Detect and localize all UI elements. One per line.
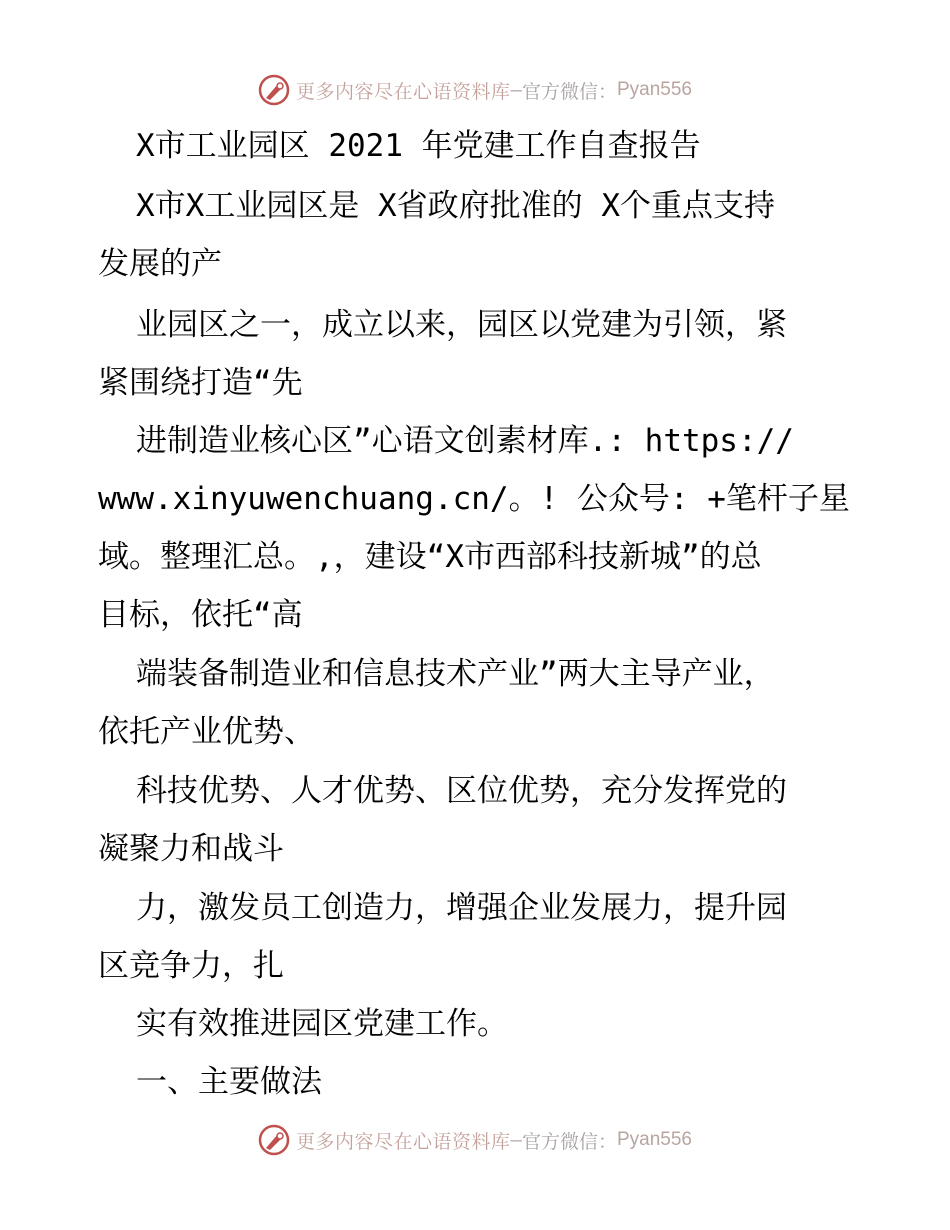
watermark-banner-bottom — [0, 1120, 950, 1160]
pen-logo-icon — [258, 1124, 290, 1156]
banner-wechat-id: Pyan556 — [616, 1129, 692, 1150]
watermark-banner-top — [0, 70, 950, 110]
paragraph-line: 发展的产 — [98, 246, 222, 282]
paragraph-line: www.xinyuwenchuang.cn/。! 公众号: +笔杆子星 — [98, 481, 850, 517]
paragraph-line: 实有效推进园区党建工作。 — [136, 1006, 508, 1042]
paragraph-line: X市X工业园区是 X省政府批准的 X个重点支持 — [136, 188, 775, 224]
paragraph-line: 科技优势、人才优势、区位优势，充分发挥党的 — [136, 773, 787, 809]
paragraph-line: 凝聚力和战斗 — [98, 831, 284, 867]
paragraph-line: 端装备制造业和信息技术产业”两大主导产业， — [136, 656, 775, 692]
banner-dash: — — [510, 1129, 522, 1151]
paragraph-line: 力，激发员工创造力，增强企业发展力，提升园 — [136, 890, 787, 926]
banner-wechat-id: Pyan556 — [616, 79, 692, 100]
paragraph-line: 进制造业核心区”心语文创素材库.: https:// — [136, 423, 794, 459]
paragraph-line: 目标，依托“高 — [98, 597, 303, 633]
pen-logo-icon — [258, 74, 290, 106]
paragraph-line: 紧围绕打造“先 — [98, 365, 303, 401]
banner-sub-text: 官方微信： — [521, 1130, 617, 1153]
paragraph-line: 依托产业优势、 — [98, 714, 315, 750]
paragraph-line: 域。整理汇总。,，建设“X市西部科技新城”的总 — [98, 539, 762, 575]
section-heading: 一、主要做法 — [136, 1064, 322, 1100]
banner-main-text: 更多内容尽在心语资料库 — [296, 80, 511, 103]
banner-main-text: 更多内容尽在心语资料库 — [296, 1130, 511, 1153]
document-title: X市工业园区 2021 年党建工作自查报告 — [136, 128, 701, 164]
paragraph-line: 区竞争力，扎 — [98, 948, 284, 984]
banner-sub-text: 官方微信： — [521, 80, 617, 103]
paragraph-line: 业园区之一，成立以来，园区以党建为引领，紧 — [136, 307, 787, 343]
banner-dash: — — [510, 79, 522, 101]
